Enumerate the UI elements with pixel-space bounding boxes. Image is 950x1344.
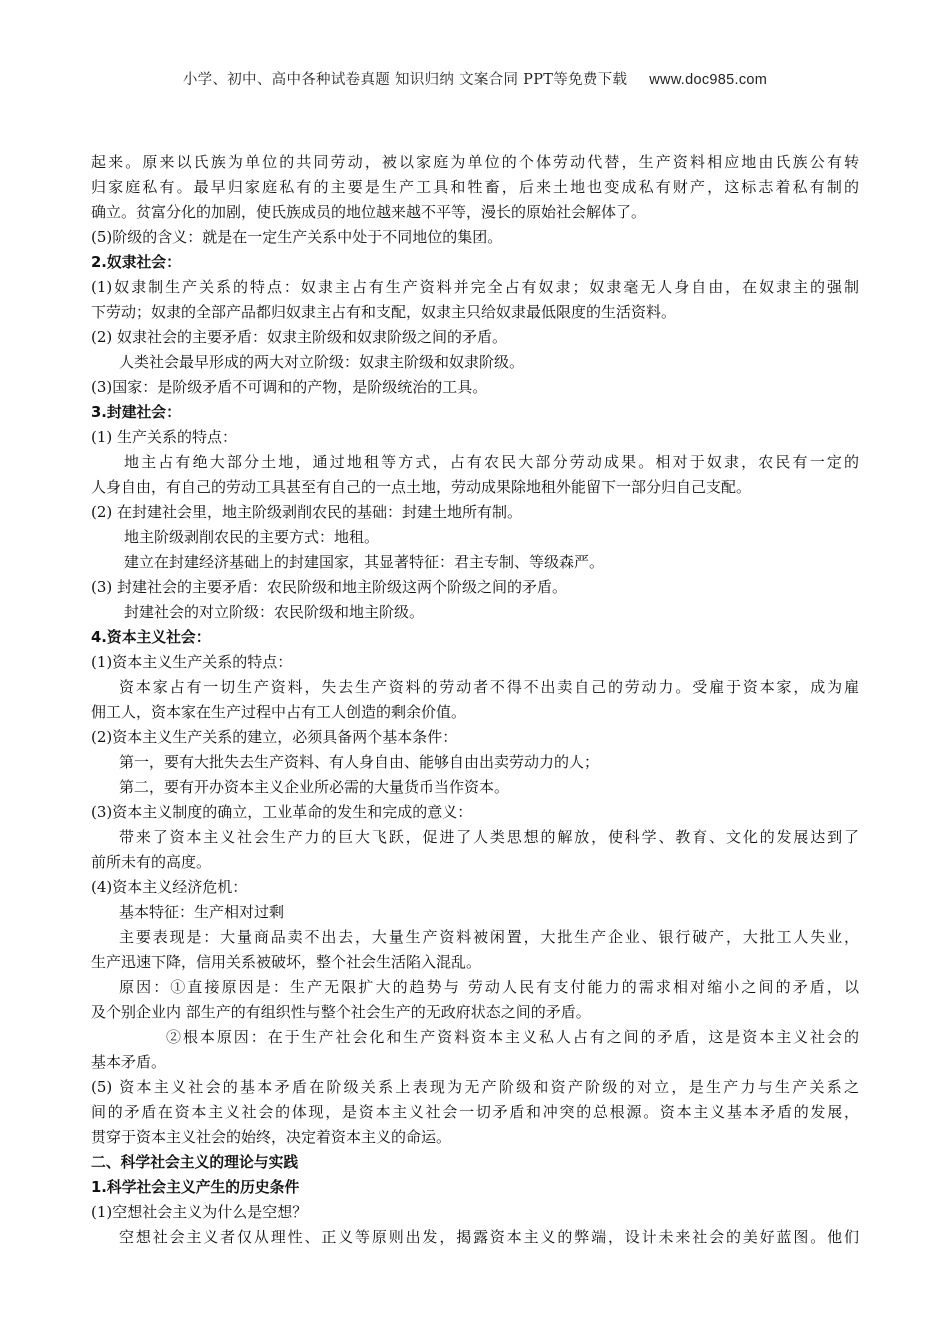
text-line: (3)资本主义制度的确立，工业革命的发生和完成的意义： — [91, 803, 473, 821]
section-heading: 二、科学社会主义的理论与实践 — [91, 1154, 299, 1171]
text-line: 佣工人，资本家在生产过程中占有工人创造的剩余价值。 — [91, 703, 467, 721]
text-line: 下劳动；奴隶的全部产品都归奴隶主占有和支配，奴隶主只给奴隶最低限度的生活资料。 — [91, 303, 677, 321]
text-line: 基本矛盾。 — [91, 1053, 167, 1071]
text-line: 人身自由，有自己的劳动工具甚至有自己的一点土地，劳动成果除地租外能留下一部分归自己支配。 — [91, 478, 752, 496]
text-line: 建立在封建经济基础上的封建国家，其显著特征：君主专制、等级森严。 — [124, 553, 605, 571]
section-heading: 2.奴隶社会： — [91, 254, 181, 271]
text-line: 主要表现是：大量商品卖不出去，大量生产资料被闲置，大批生产企业、银行破产，大批工人失业， — [119, 928, 859, 946]
section-heading: 1.科学社会主义产生的历史条件 — [91, 1179, 300, 1196]
header-text: 小学、初中、高中各种试卷真题 知识归纳 文案合同 PPT等免费下载 — [182, 72, 628, 88]
text-line: (3)国家：是阶级矛盾不可调和的产物，是阶级统治的工具。 — [91, 378, 488, 396]
text-line: 地主阶级剥削农民的主要方式：地租。 — [124, 528, 380, 546]
text-line: 空想社会主义者仅从理性、正义等原则出发，揭露资本主义的弊端，设计未来社会的美好蓝图。他们 — [119, 1228, 859, 1246]
text-line: 原因：①直接原因是：生产无限扩大的趋势与 劳动人民有支付能力的需求相对缩小之间的矛盾，以 — [119, 978, 859, 996]
text-line: (2) 在封建社会里，地主阶级剥削农民的基础：封建土地所有制。 — [91, 503, 523, 521]
text-line: (5) 资本主义社会的基本矛盾在阶级关系上表现为无产阶级和资产阶级的对立，是生产力与生产关系之 — [91, 1078, 859, 1096]
text-line: (1)空想社会主义为什么是空想？ — [91, 1203, 308, 1221]
text-line: 资本家占有一切生产资料，失去生产资料的劳动者不得不出卖自己的劳动力。受雇于资本家，成为雇 — [119, 678, 859, 696]
text-line: 归家庭私有。最早归家庭私有的主要是生产工具和牲畜，后来土地也变成私有财产，这标志着私有制的 — [91, 178, 859, 196]
text-line: (3) 封建社会的主要矛盾：农民阶级和地主阶级这两个阶级之间的矛盾。 — [91, 578, 568, 596]
text-line: 间的矛盾在资本主义社会的体现，是资本主义社会一切矛盾和冲突的总根源。资本主义基本矛盾的发展， — [91, 1103, 859, 1121]
section-heading: 3.封建社会： — [91, 404, 181, 421]
text-line: (2)资本主义生产关系的建立，必须具备两个基本条件： — [91, 728, 458, 746]
text-line: 封建社会的对立阶级：农民阶级和地主阶级。 — [124, 603, 425, 621]
text-line: 及个别企业内 部生产的有组织性与整个社会生产的无政府状态之间的矛盾。 — [91, 1003, 591, 1021]
text-line: ②根本原因：在于生产社会化和生产资料资本主义私人占有之间的矛盾，这是资本主义社会的 — [166, 1028, 859, 1046]
text-line: 第二，要有开办资本主义企业所必需的大量货币当作资本。 — [119, 778, 510, 796]
text-line: (2) 奴隶社会的主要矛盾：奴隶主阶级和奴隶阶级之间的矛盾。 — [91, 328, 508, 346]
text-line: 基本特征：生产相对过剩 — [119, 903, 285, 921]
section-heading: 4.资本主义社会： — [91, 629, 211, 646]
text-line: 地主占有绝大部分土地，通过地租等方式，占有农民大部分劳动成果。相对于奴隶，农民有一定的 — [124, 453, 859, 471]
document-body — [91, 150, 859, 1250]
text-line: (1)奴隶制生产关系的特点：奴隶主占有生产资料并完全占有奴隶；奴隶毫无人身自由，在奴隶主的强制 — [91, 278, 859, 296]
text-line: (5)阶级的含义：就是在一定生产关系中处于不同地位的集团。 — [91, 228, 503, 246]
text-line: (1) 生产关系的特点： — [91, 428, 238, 446]
text-line: 生产迅速下降，信用关系被破坏，整个社会生活陷入混乱。 — [91, 953, 482, 971]
text-line: 带来了资本主义社会生产力的巨大飞跃，促进了人类思想的解放，使科学、教育、文化的发展达到了 — [119, 828, 859, 846]
text-line: 贯穿于资本主义社会的始终，决定着资本主义的命运。 — [91, 1128, 452, 1146]
text-line: 前所未有的高度。 — [91, 853, 212, 871]
header-url[interactable]: www.doc985.com — [649, 72, 768, 88]
text-line: 确立。贫富分化的加剧，使氏族成员的地位越来越不平等，漫长的原始社会解体了。 — [91, 203, 647, 221]
text-line: 第一，要有大批失去生产资料、有人身自由、能够自由出卖劳动力的人； — [119, 753, 600, 771]
page-header — [0, 68, 950, 89]
text-line: 起来。原来以氏族为单位的共同劳动，被以家庭为单位的个体劳动代替，生产资料相应地由氏族公有转 — [91, 153, 859, 171]
text-line: (1)资本主义生产关系的特点： — [91, 653, 293, 671]
text-line: 人类社会最早形成的两大对立阶级：奴隶主阶级和奴隶阶级。 — [119, 353, 525, 371]
text-line: (4)资本主义经济危机： — [91, 878, 248, 896]
